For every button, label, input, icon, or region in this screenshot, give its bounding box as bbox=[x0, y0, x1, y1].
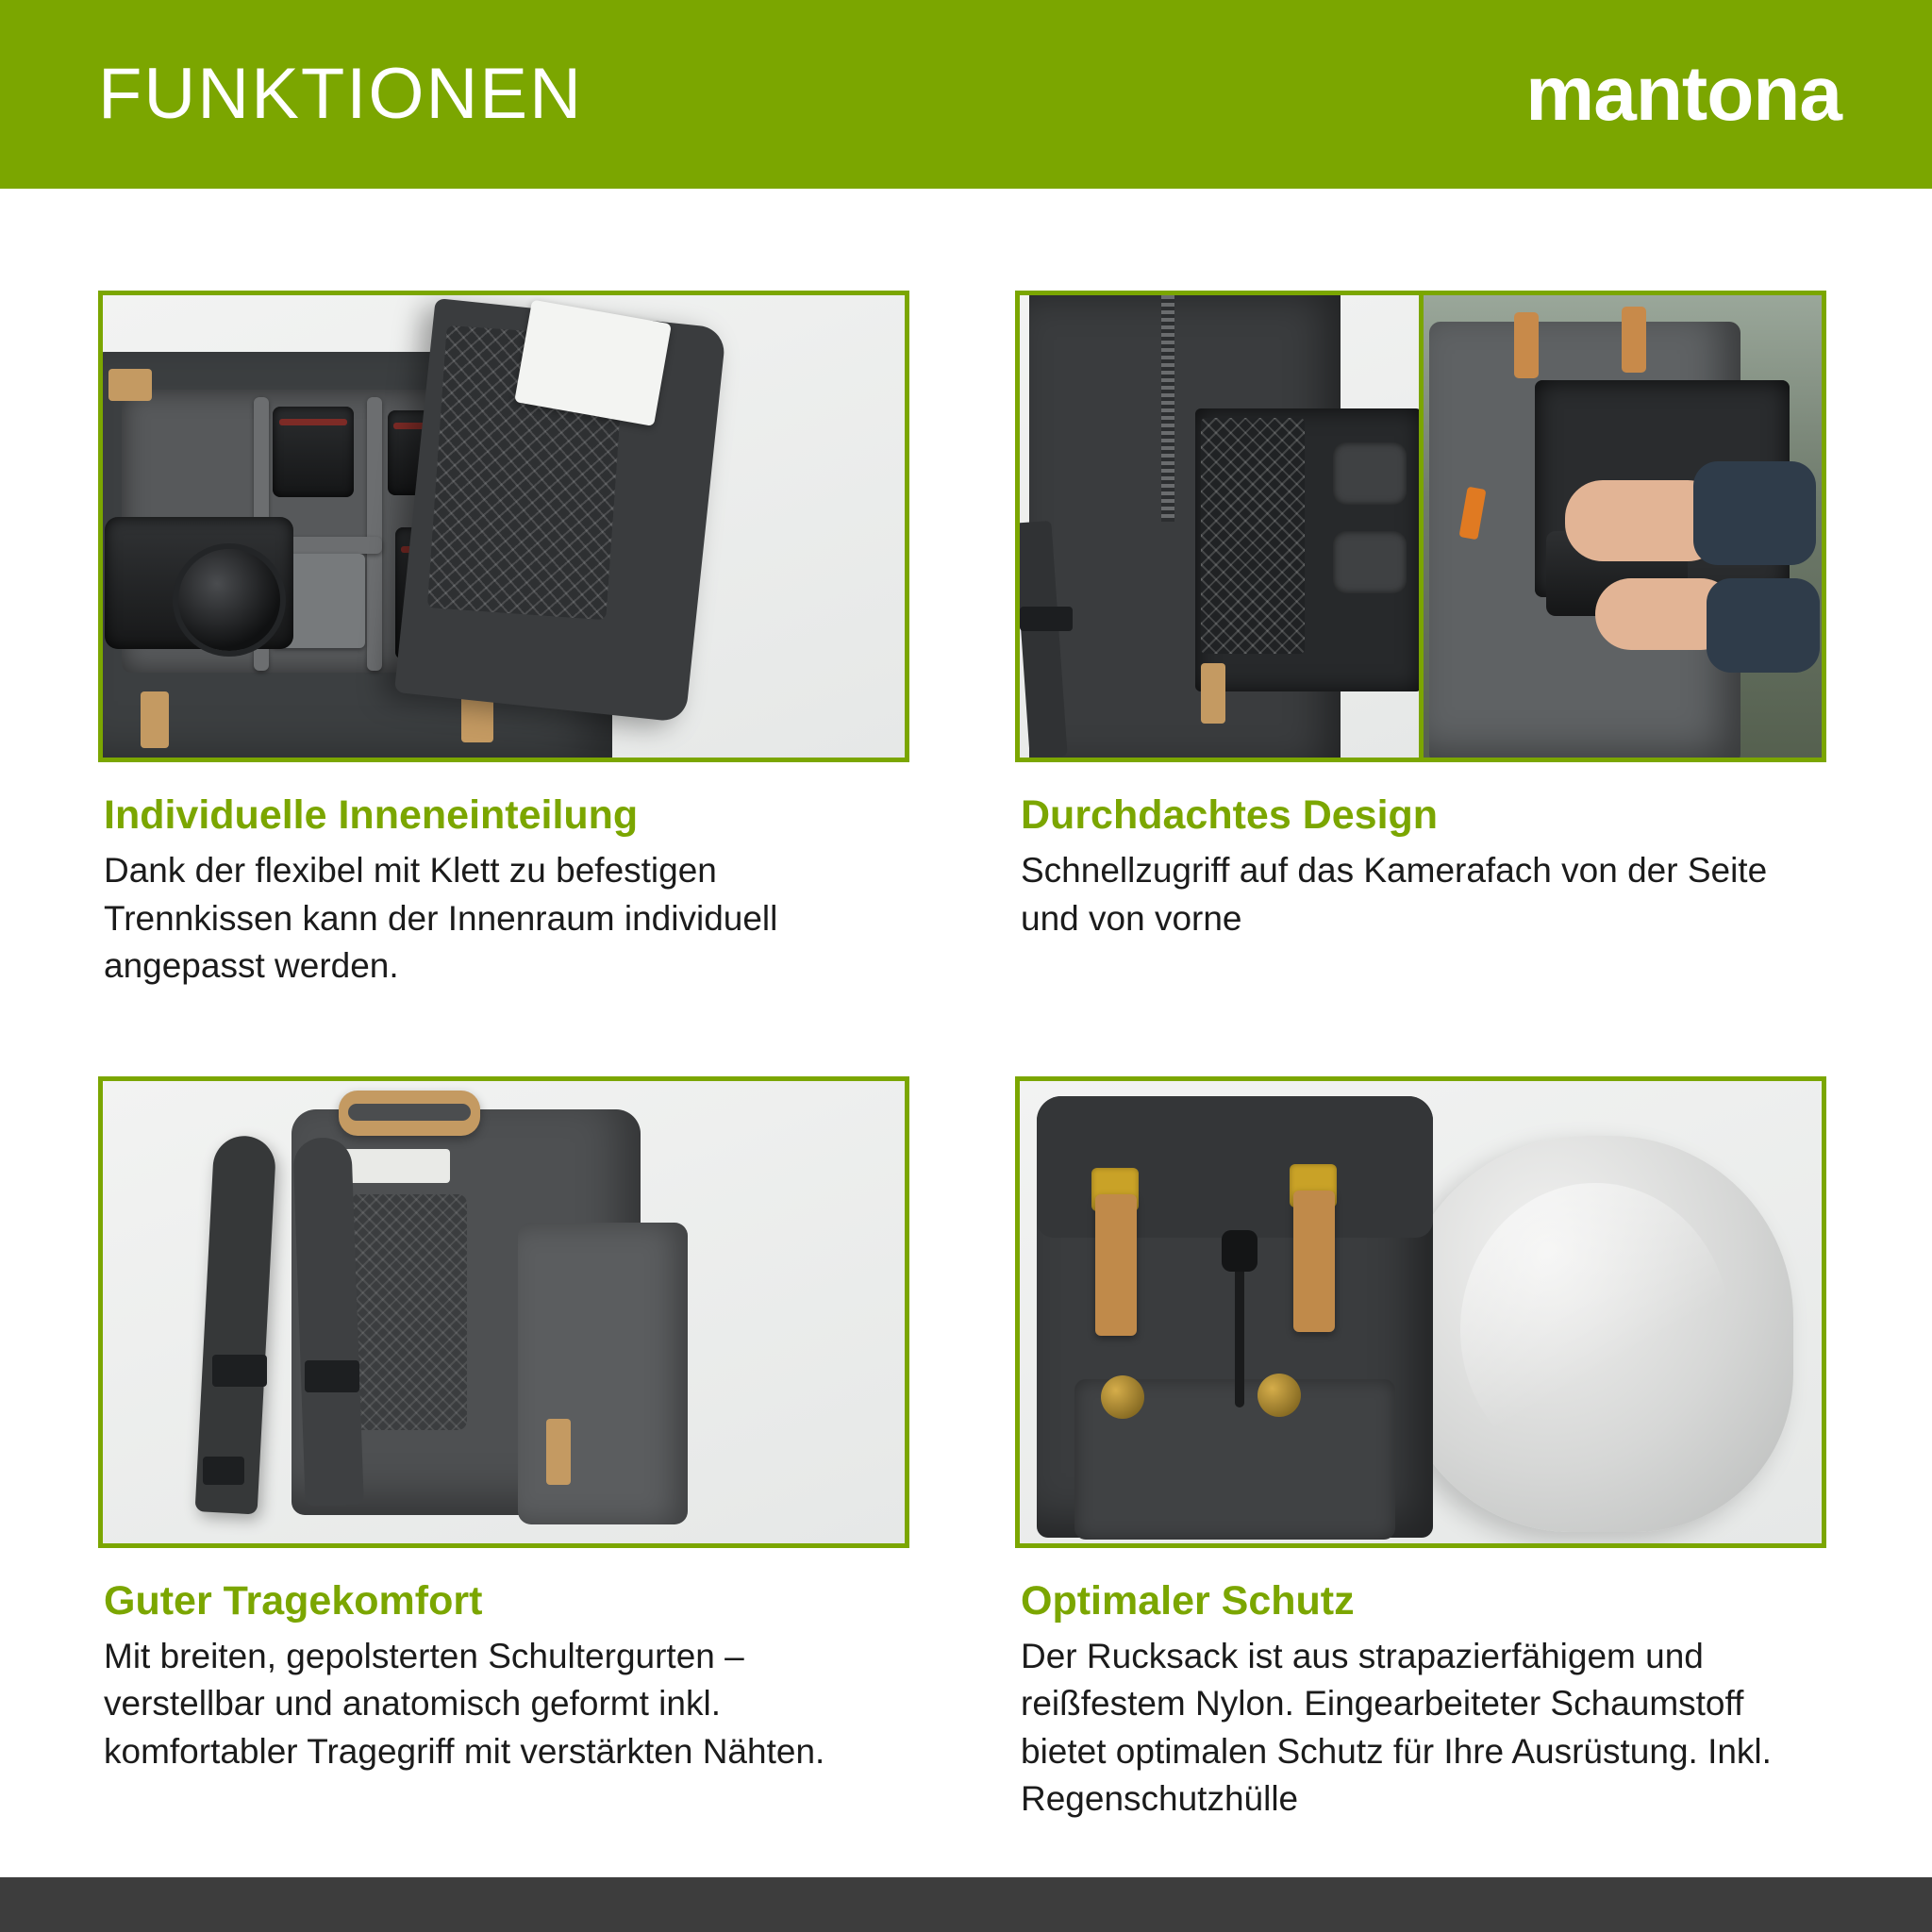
feature-text-design: Schnellzugriff auf das Kamerafach von der Seite und von vorne bbox=[1021, 851, 1768, 938]
features-grid bbox=[0, 189, 1932, 1877]
feature-title-schutz: Optimaler Schutz bbox=[1021, 1577, 1355, 1624]
feature-image-inneneinteilung bbox=[98, 291, 909, 762]
feature-title-inneneinteilung: Individuelle Inneneinteilung bbox=[104, 792, 639, 838]
feature-image-design-right bbox=[1419, 295, 1823, 758]
carry-handle bbox=[339, 1091, 480, 1136]
footer-bar bbox=[0, 1877, 1932, 1932]
page-header bbox=[0, 0, 1932, 189]
feature-title-tragekomfort: Guter Tragekomfort bbox=[104, 1577, 483, 1624]
feature-text-tragekomfort: Mit breiten, gepolsterten Schultergurten – verstellbar und anatomisch geformt inkl. komfortabler Tragegriff mit verstärkten Nähten. bbox=[104, 1637, 825, 1771]
feature-image-design bbox=[1015, 291, 1826, 762]
page-title: FUNKTIONEN bbox=[98, 54, 583, 134]
feature-image-design-left bbox=[1020, 295, 1419, 758]
feature-text-schutz: Der Rucksack ist aus strapazierfähigem und reißfestem Nylon. Eingearbeiteter Schaumstoff bietet optimalen Schutz für Ihre Ausrüstung. Inkl. Regenschutzhülle bbox=[1021, 1637, 1772, 1819]
brand-logo: mantona bbox=[1525, 51, 1841, 137]
feature-text-inneneinteilung: Dank der flexibel mit Klett zu befestigen Trennkissen kann der Innenraum individuell angepasst werden. bbox=[104, 851, 778, 985]
rain-cover bbox=[1397, 1136, 1793, 1532]
feature-card-tragekomfort bbox=[98, 1076, 917, 1877]
feature-title-design: Durchdachtes Design bbox=[1021, 792, 1439, 838]
feature-card-design bbox=[1015, 291, 1834, 1044]
feature-image-tragekomfort bbox=[98, 1076, 909, 1548]
feature-card-inneneinteilung bbox=[98, 291, 917, 1044]
side-access-compartment bbox=[1195, 408, 1419, 691]
feature-image-schutz bbox=[1015, 1076, 1826, 1548]
backpack-flap bbox=[394, 298, 726, 723]
feature-card-schutz bbox=[1015, 1076, 1834, 1877]
